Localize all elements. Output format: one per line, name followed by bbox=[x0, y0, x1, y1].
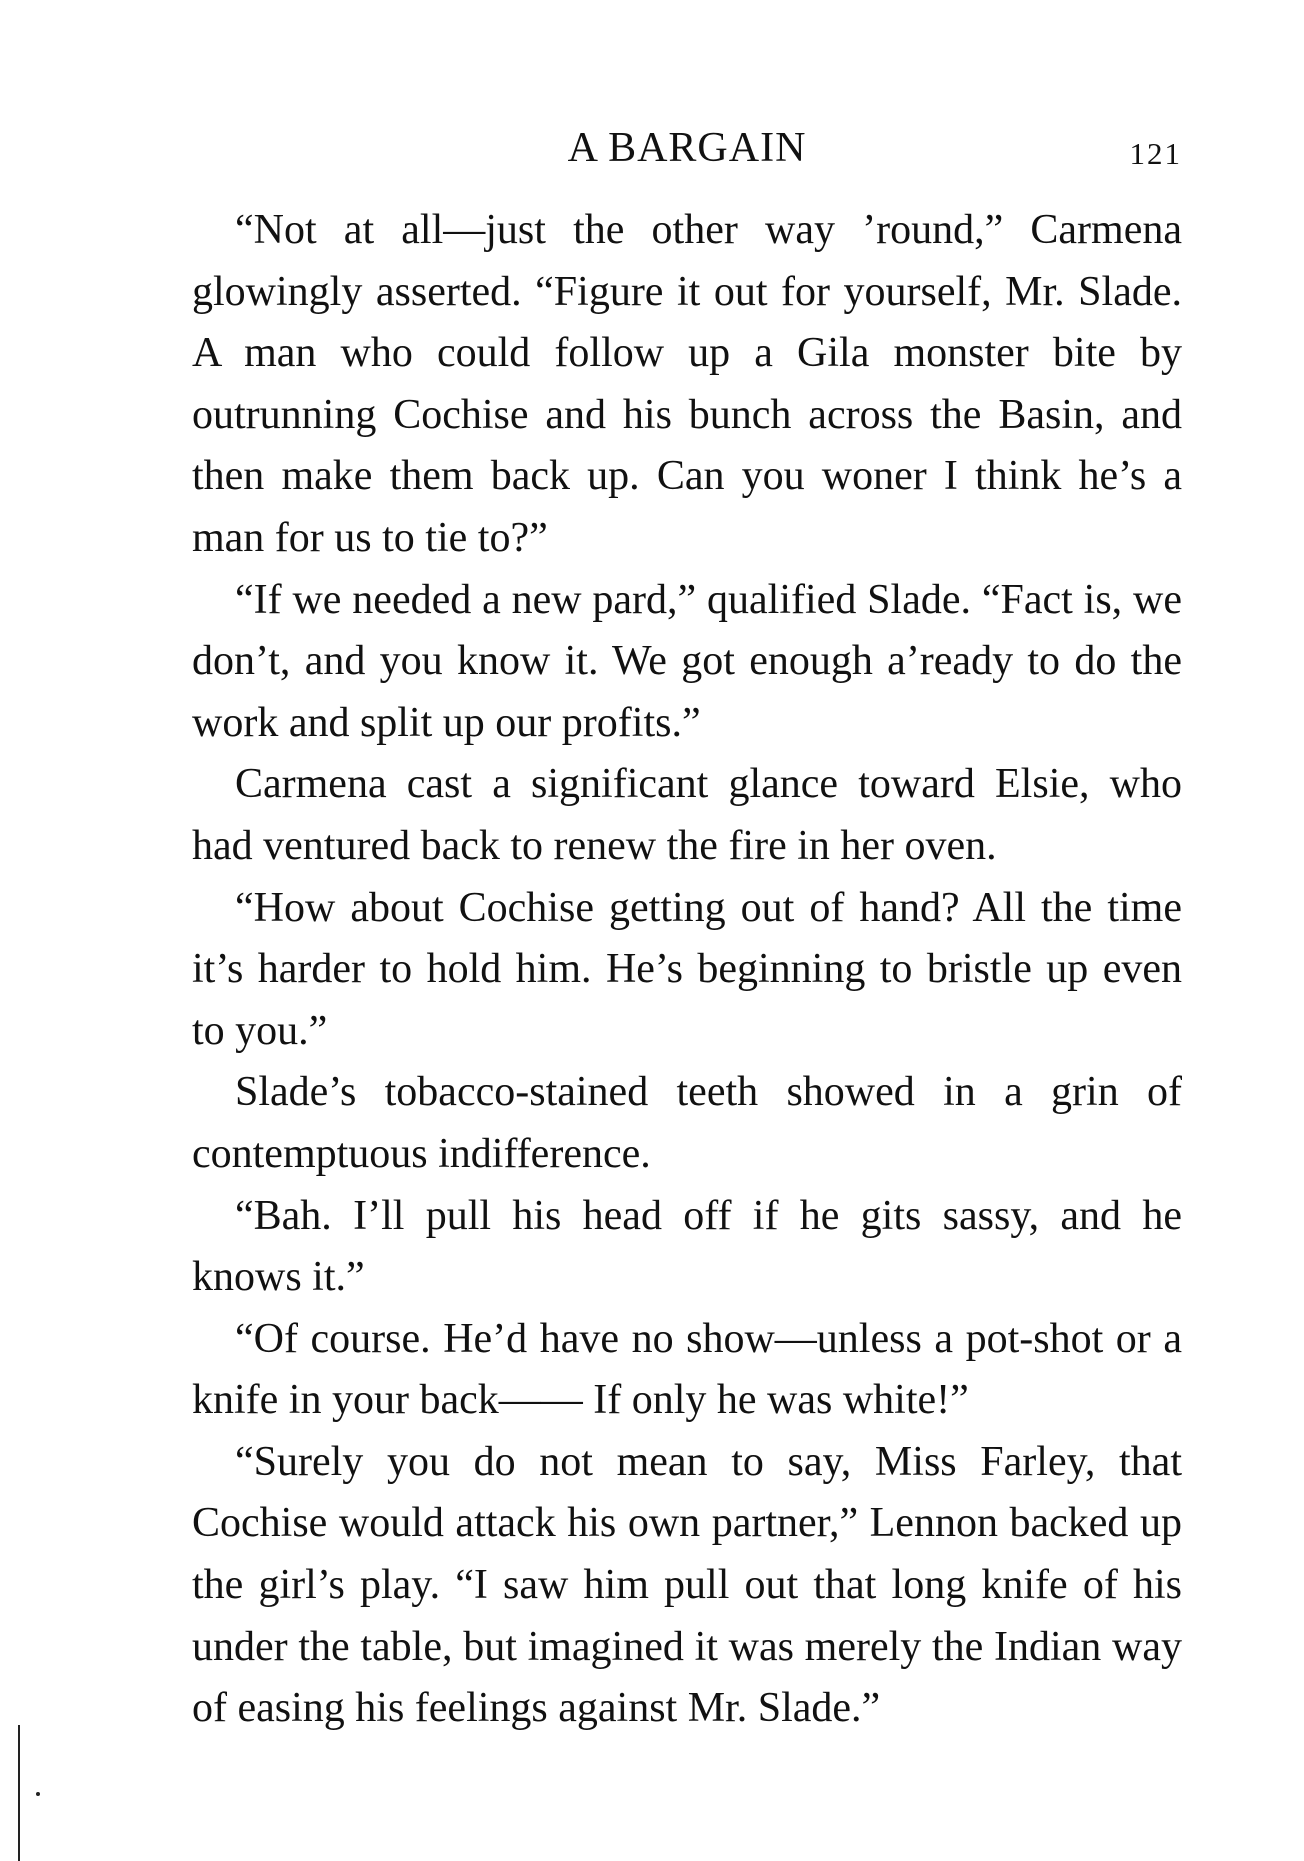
page-number: 121 bbox=[1129, 136, 1182, 171]
running-head bbox=[192, 118, 1182, 178]
paragraph: Carmena cast a significant glance toward Elsie, who had ventured back to renew the fire in her oven. bbox=[192, 761, 1182, 869]
running-title: A BARGAIN bbox=[567, 125, 807, 171]
body-text bbox=[192, 200, 1182, 1740]
paragraph: “Not at all—just the other way ’round,” Carmena glowingly asserted. “Figure it out for yourself, Mr. Slade. A man who could follow up a Gila monster bite by outrunning Cochise and his bunch across the Basin, and then make them back up. Can you woner I think he’s a man for us to tie to?” bbox=[192, 207, 1182, 561]
paragraph: Slade’s tobacco-stained teeth showed in a grin of contemptuous indifference. bbox=[192, 1069, 1182, 1177]
scan-dot-mark bbox=[36, 1792, 40, 1796]
paragraph: “Surely you do not mean to say, Miss Farley, that Cochise would attack his own partner,” Lennon backed up the girl’s play. “I saw him pull out that long knife of his under the table, but imagined it was merely the Indian way of easing his feelings against Mr. Slade.” bbox=[192, 1438, 1182, 1732]
paragraph: “If we needed a new pard,” qualified Slade. “Fact is, we don’t, and you know it. We got enough a’ready to do the work and split up our profits.” bbox=[192, 576, 1182, 746]
paragraph: “Of course. He’d have no show—unless a pot-shot or a knife in your back—— If only he was white!” bbox=[192, 1315, 1182, 1424]
paragraph: “How about Cochise getting out of hand? All the time it’s harder to hold him. He’s beginning to bristle up even to you.” bbox=[192, 884, 1182, 1054]
scan-edge-mark bbox=[18, 1725, 20, 1861]
paragraph: “Bah. I’ll pull his head off if he gits sassy, and he knows it.” bbox=[192, 1192, 1182, 1301]
